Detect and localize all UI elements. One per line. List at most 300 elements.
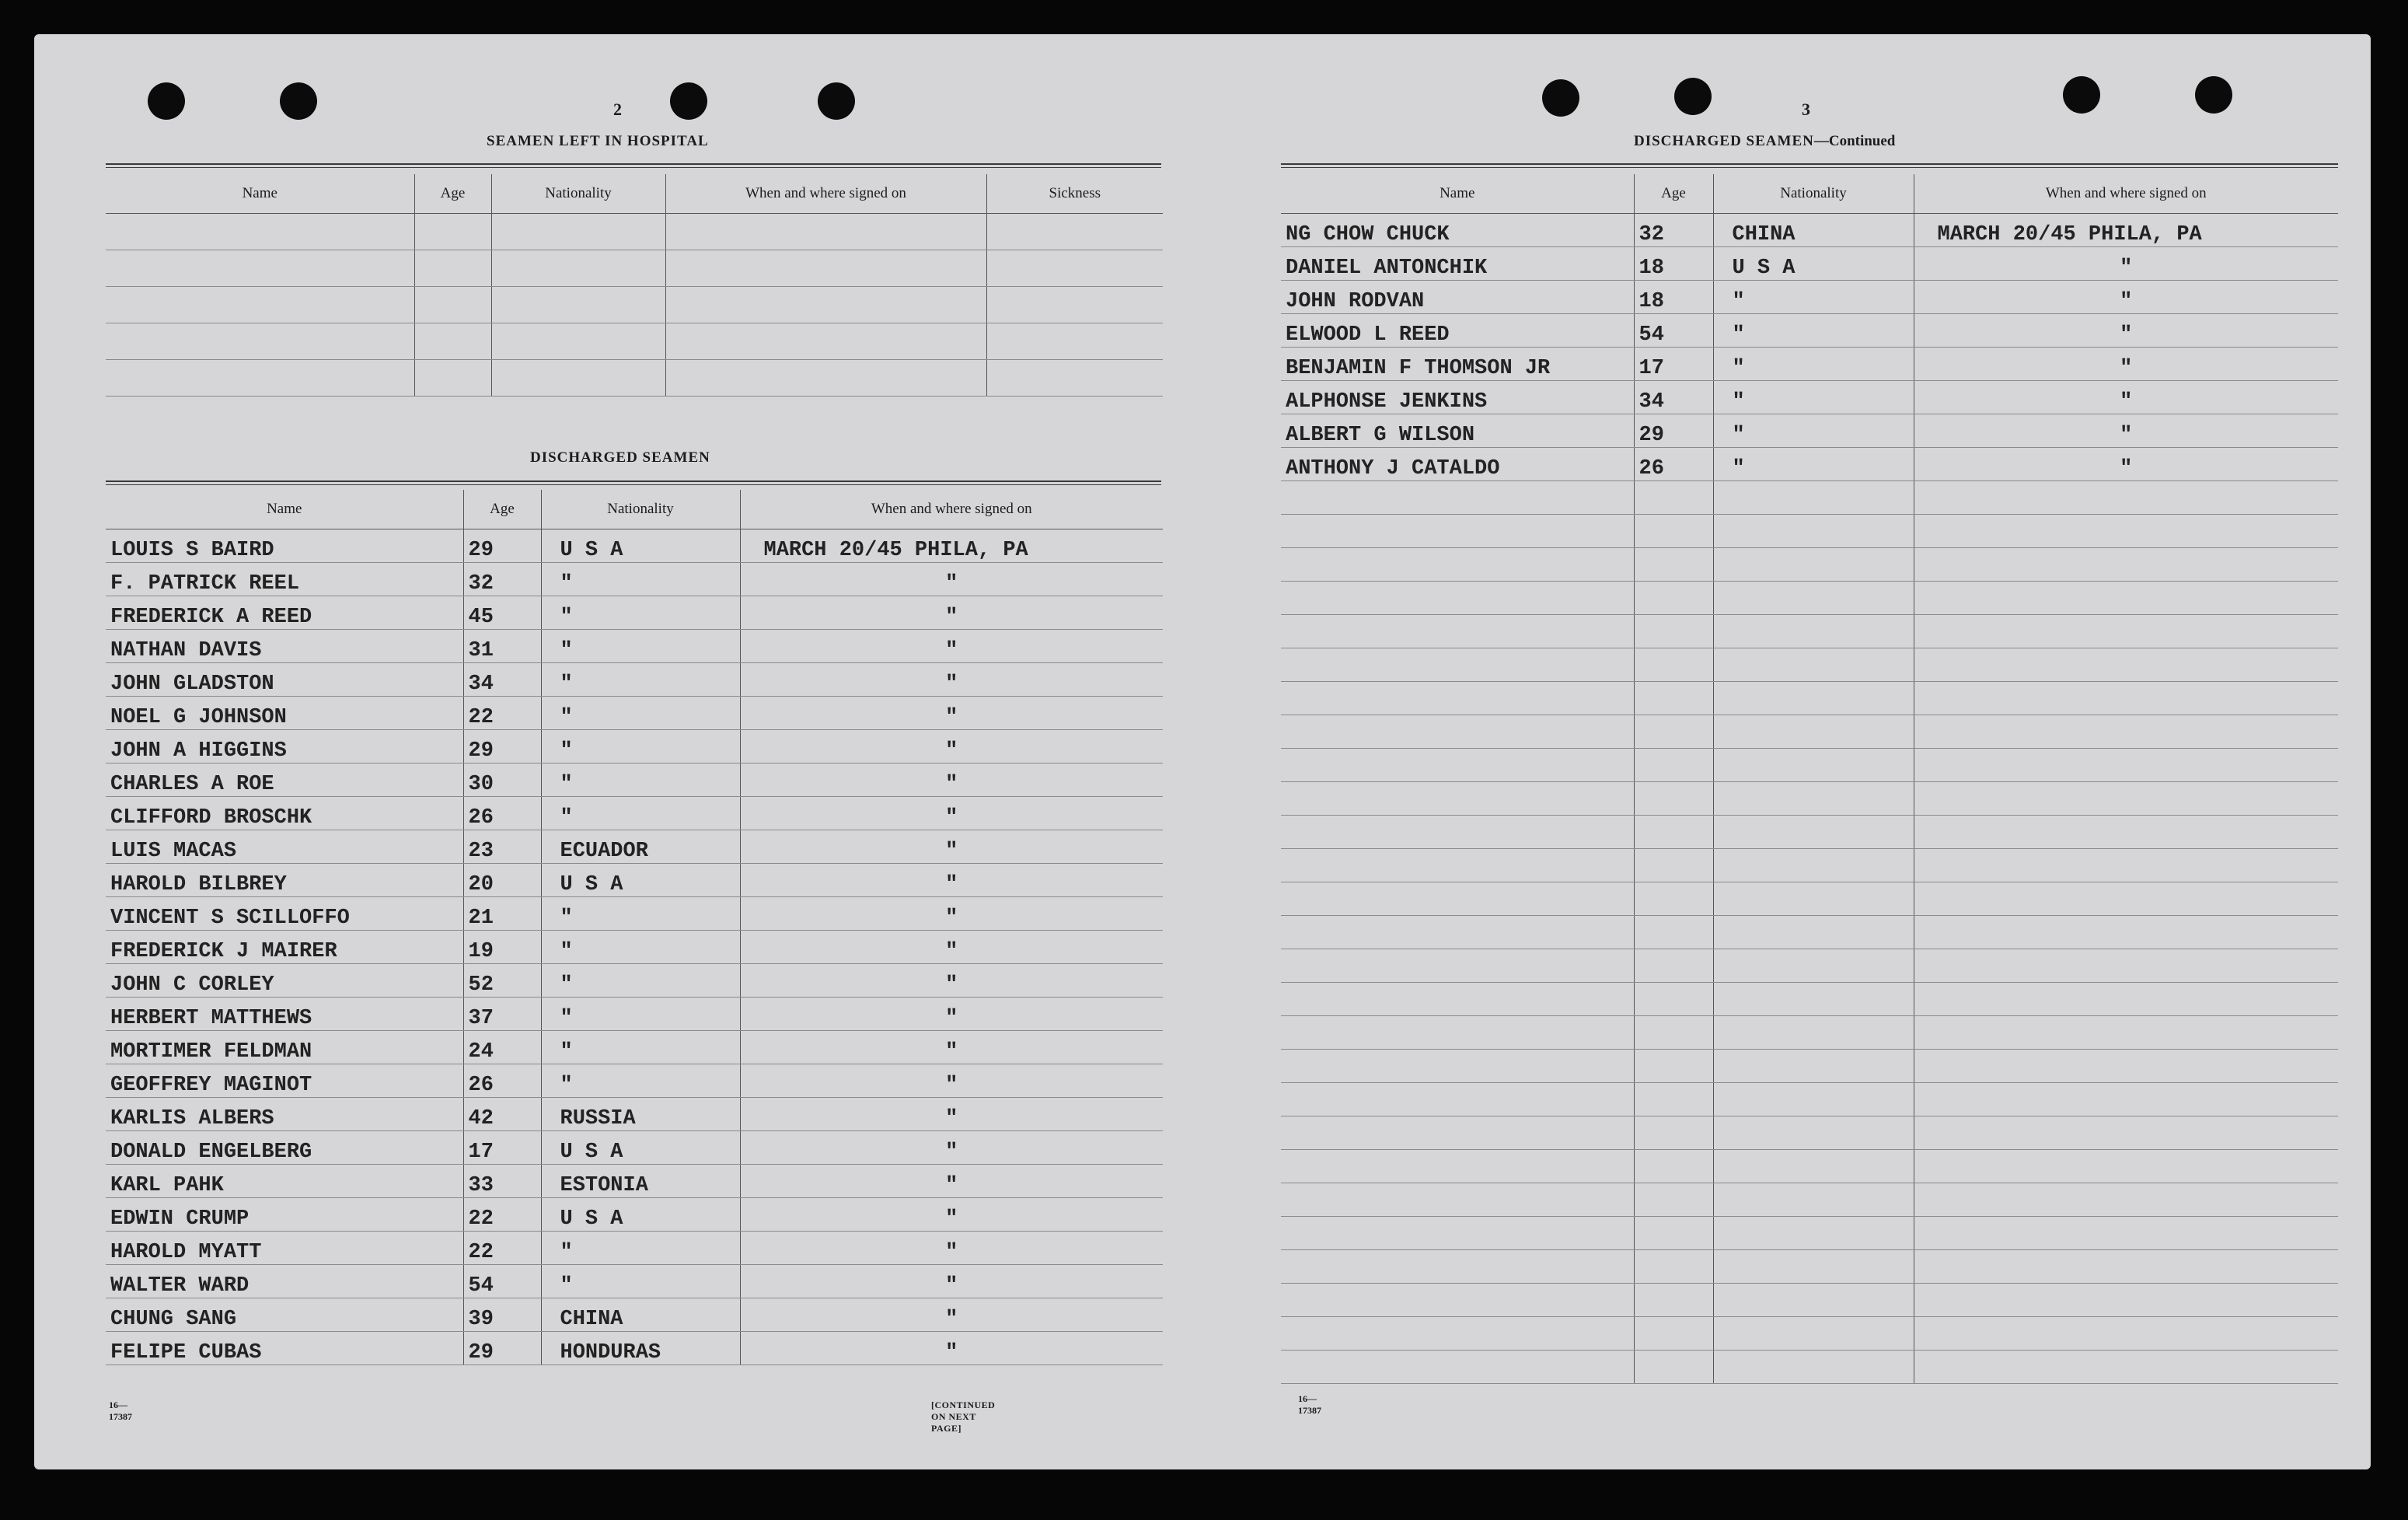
seaman-age: 17	[1634, 348, 1713, 381]
empty-cell	[1281, 1284, 1634, 1317]
seaman-name: MORTIMER FELDMAN	[106, 1031, 463, 1064]
empty-cell	[1634, 715, 1713, 749]
seaman-signed-on: MARCH 20/45 PHILA, PA	[740, 529, 1163, 563]
empty-cell	[1713, 1317, 1914, 1351]
seaman-name: NOEL G JOHNSON	[106, 697, 463, 730]
empty-cell	[1713, 849, 1914, 882]
empty-cell	[1713, 1083, 1914, 1116]
seaman-name: JOHN C CORLEY	[106, 964, 463, 998]
empty-cell	[1914, 749, 2338, 782]
empty-cell	[1634, 816, 1713, 849]
seaman-age: 42	[463, 1098, 541, 1131]
seaman-nationality: "	[541, 630, 740, 663]
table-row	[106, 250, 1163, 287]
seaman-nationality: "	[1713, 414, 1914, 448]
punch-hole	[670, 82, 707, 120]
seaman-nationality: "	[1713, 348, 1914, 381]
title-rule	[106, 480, 1161, 485]
table-row	[1281, 348, 2338, 381]
seaman-age: 45	[463, 596, 541, 630]
seaman-name: FELIPE CUBAS	[106, 1332, 463, 1365]
seaman-nationality: U S A	[1713, 247, 1914, 281]
empty-cell	[1713, 615, 1914, 648]
title-suffix: —Continued	[1813, 133, 1896, 149]
header-age: Age	[1634, 174, 1713, 214]
seaman-age: 34	[1634, 381, 1713, 414]
seaman-signed-on: "	[740, 931, 1163, 964]
table-row	[1281, 1183, 2338, 1217]
table-row	[106, 596, 1163, 630]
seaman-signed-on: "	[740, 697, 1163, 730]
empty-cell	[1281, 882, 1634, 916]
seaman-signed-on: "	[1914, 247, 2338, 281]
seaman-nationality: U S A	[541, 1131, 740, 1165]
table-row	[106, 323, 1163, 360]
seaman-age: 21	[463, 897, 541, 931]
seaman-age: 32	[1634, 214, 1713, 247]
seaman-age: 29	[463, 1332, 541, 1365]
empty-cell	[1281, 1351, 1634, 1384]
seaman-nationality: "	[541, 1232, 740, 1265]
table-row	[106, 1131, 1163, 1165]
seaman-age: 22	[463, 697, 541, 730]
empty-cell	[1914, 1217, 2338, 1250]
seaman-signed-on: "	[740, 630, 1163, 663]
punch-hole	[148, 82, 185, 120]
seaman-age: 17	[463, 1131, 541, 1165]
seaman-name: NG CHOW CHUCK	[1281, 214, 1634, 247]
table-row	[1281, 882, 2338, 916]
empty-cell	[1713, 749, 1914, 782]
empty-cell	[1281, 782, 1634, 816]
header-nationality: Nationality	[541, 490, 740, 529]
hospital-table	[106, 174, 1163, 397]
empty-cell	[1713, 648, 1914, 682]
continued-note: [CONTINUED ON NEXT PAGE]	[931, 1399, 996, 1434]
empty-cell	[1914, 916, 2338, 949]
seaman-nationality: "	[541, 697, 740, 730]
seaman-nationality: HONDURAS	[541, 1332, 740, 1365]
seaman-nationality: "	[541, 897, 740, 931]
empty-cell	[1634, 782, 1713, 816]
empty-cell	[1634, 481, 1713, 515]
empty-cell	[1914, 682, 2338, 715]
empty-cell	[1914, 1284, 2338, 1317]
table-row	[106, 897, 1163, 931]
seaman-nationality: "	[1713, 448, 1914, 481]
table-row	[106, 1165, 1163, 1198]
empty-cell	[1914, 882, 2338, 916]
seaman-age: 18	[1634, 247, 1713, 281]
table-row	[1281, 448, 2338, 481]
empty-cell	[1281, 615, 1634, 648]
table-row	[1281, 1317, 2338, 1351]
empty-cell	[1914, 983, 2338, 1016]
empty-cell	[1914, 582, 2338, 615]
table-row	[106, 697, 1163, 730]
empty-cell	[1281, 1217, 1634, 1250]
punch-hole	[818, 82, 855, 120]
seaman-nationality: "	[541, 763, 740, 797]
empty-cell	[1281, 582, 1634, 615]
title-rule	[106, 163, 1161, 168]
discharged-continued-title	[1634, 133, 1895, 150]
empty-cell	[1634, 916, 1713, 949]
empty-cell	[1914, 1150, 2338, 1183]
table-row	[106, 287, 1163, 323]
table-row	[106, 964, 1163, 998]
table-row	[106, 797, 1163, 830]
empty-cell	[1281, 648, 1634, 682]
seaman-signed-on: "	[740, 1198, 1163, 1232]
table-row	[1281, 782, 2338, 816]
empty-cell	[1281, 1150, 1634, 1183]
punch-hole	[2063, 76, 2100, 114]
seaman-signed-on: "	[740, 763, 1163, 797]
empty-cell	[1281, 949, 1634, 983]
empty-cell	[1281, 1250, 1634, 1284]
empty-cell	[1713, 1183, 1914, 1217]
seaman-name: LUIS MACAS	[106, 830, 463, 864]
seaman-signed-on: MARCH 20/45 PHILA, PA	[1914, 214, 2338, 247]
table-row	[106, 998, 1163, 1031]
empty-cell	[1914, 1317, 2338, 1351]
seaman-name: KARLIS ALBERS	[106, 1098, 463, 1131]
seaman-age: 31	[463, 630, 541, 663]
seaman-name: WALTER WARD	[106, 1265, 463, 1298]
seaman-age: 37	[463, 998, 541, 1031]
seaman-nationality: "	[1713, 281, 1914, 314]
seaman-nationality: "	[541, 1064, 740, 1098]
seaman-name: JOHN RODVAN	[1281, 281, 1634, 314]
page-number: 3	[1802, 100, 1810, 119]
empty-cell	[1914, 1083, 2338, 1116]
header-signed-on: When and where signed on	[740, 490, 1163, 529]
seaman-signed-on: "	[1914, 414, 2338, 448]
seaman-age: 23	[463, 830, 541, 864]
empty-cell	[1281, 715, 1634, 749]
table-row	[1281, 1016, 2338, 1050]
seaman-name: JOHN GLADSTON	[106, 663, 463, 697]
seaman-signed-on: "	[740, 1332, 1163, 1365]
empty-cell	[1713, 582, 1914, 615]
table-row	[1281, 314, 2338, 348]
empty-cell	[1914, 615, 2338, 648]
empty-cell	[1713, 1284, 1914, 1317]
empty-cell	[1914, 648, 2338, 682]
seaman-signed-on: "	[740, 897, 1163, 931]
seaman-nationality: "	[541, 797, 740, 830]
empty-cell	[1914, 1183, 2338, 1217]
table-row	[106, 563, 1163, 596]
empty-cell	[1281, 1183, 1634, 1217]
punch-hole	[2195, 76, 2232, 114]
seaman-age: 33	[463, 1165, 541, 1198]
seaman-name: ALPHONSE JENKINS	[1281, 381, 1634, 414]
table-row	[1281, 1083, 2338, 1116]
empty-cell	[1634, 1183, 1713, 1217]
table-row	[1281, 582, 2338, 615]
seaman-age: 39	[463, 1298, 541, 1332]
table-row	[106, 864, 1163, 897]
seaman-signed-on: "	[1914, 381, 2338, 414]
empty-cell	[1713, 916, 1914, 949]
document-sheet	[34, 34, 2371, 1469]
empty-cell	[1914, 1116, 2338, 1150]
seaman-name: LOUIS S BAIRD	[106, 529, 463, 563]
seaman-nationality: U S A	[541, 1198, 740, 1232]
seaman-nationality: U S A	[541, 864, 740, 897]
empty-cell	[1281, 983, 1634, 1016]
discharged-continued-table	[1281, 174, 2338, 1384]
seaman-name: JOHN A HIGGINS	[106, 730, 463, 763]
seaman-age: 30	[463, 763, 541, 797]
seaman-name: CHUNG SANG	[106, 1298, 463, 1332]
seaman-signed-on: "	[740, 1265, 1163, 1298]
empty-cell	[1281, 849, 1634, 882]
table-row	[106, 529, 1163, 563]
seaman-age: 54	[463, 1265, 541, 1298]
header-signed-on: When and where signed on	[1914, 174, 2338, 214]
empty-cell	[1914, 1250, 2338, 1284]
seaman-name: HAROLD MYATT	[106, 1232, 463, 1265]
table-row	[106, 663, 1163, 697]
empty-cell	[1634, 648, 1713, 682]
table-row	[1281, 949, 2338, 983]
empty-cell	[1914, 1016, 2338, 1050]
form-number: 16—17387	[1298, 1393, 1321, 1416]
empty-cell	[1281, 1083, 1634, 1116]
empty-cell	[1281, 1016, 1634, 1050]
table-row	[106, 1198, 1163, 1232]
seaman-nationality: "	[541, 730, 740, 763]
seaman-age: 19	[463, 931, 541, 964]
empty-cell	[1713, 882, 1914, 916]
empty-cell	[1634, 548, 1713, 582]
seaman-nationality: "	[541, 596, 740, 630]
empty-cell	[1713, 1250, 1914, 1284]
empty-cell	[1713, 481, 1914, 515]
seaman-nationality: RUSSIA	[541, 1098, 740, 1131]
table-row	[1281, 247, 2338, 281]
seaman-age: 24	[463, 1031, 541, 1064]
seaman-nationality: ECUADOR	[541, 830, 740, 864]
seaman-name: F. PATRICK REEL	[106, 563, 463, 596]
header-name: Name	[106, 174, 414, 214]
table-row	[106, 1232, 1163, 1265]
seaman-age: 26	[1634, 448, 1713, 481]
empty-cell	[1914, 816, 2338, 849]
empty-cell	[1914, 481, 2338, 515]
empty-cell	[1281, 548, 1634, 582]
table-row	[106, 730, 1163, 763]
seaman-signed-on: "	[740, 596, 1163, 630]
seaman-age: 34	[463, 663, 541, 697]
seaman-age: 26	[463, 1064, 541, 1098]
seaman-age: 22	[463, 1198, 541, 1232]
empty-cell	[1281, 1116, 1634, 1150]
seaman-nationality: ESTONIA	[541, 1165, 740, 1198]
seaman-nationality: "	[541, 1265, 740, 1298]
seaman-nationality: "	[541, 931, 740, 964]
seaman-age: 29	[463, 529, 541, 563]
seaman-signed-on: "	[740, 1165, 1163, 1198]
table-row	[106, 830, 1163, 864]
empty-cell	[1713, 1016, 1914, 1050]
table-row	[1281, 1116, 2338, 1150]
header-signed-on: When and where signed on	[665, 174, 986, 214]
seaman-nationality: "	[541, 1031, 740, 1064]
empty-cell	[1634, 1250, 1713, 1284]
empty-cell	[1634, 1050, 1713, 1083]
seaman-name: NATHAN DAVIS	[106, 630, 463, 663]
empty-cell	[1713, 816, 1914, 849]
table-row	[1281, 1284, 2338, 1317]
seaman-signed-on: "	[1914, 448, 2338, 481]
punch-hole	[1674, 78, 1712, 115]
title-rule	[1281, 163, 2338, 168]
seaman-age: 54	[1634, 314, 1713, 348]
empty-cell	[1713, 782, 1914, 816]
table-row	[106, 1265, 1163, 1298]
seaman-signed-on: "	[740, 1098, 1163, 1131]
table-row	[1281, 983, 2338, 1016]
empty-cell	[1914, 1050, 2338, 1083]
header-nationality: Nationality	[491, 174, 665, 214]
seaman-age: 29	[1634, 414, 1713, 448]
table-row	[106, 360, 1163, 397]
empty-cell	[1634, 849, 1713, 882]
seaman-name: HERBERT MATTHEWS	[106, 998, 463, 1031]
discharged-section-title: DISCHARGED SEAMEN	[530, 449, 710, 466]
table-row	[1281, 515, 2338, 548]
seaman-nationality: "	[541, 998, 740, 1031]
empty-cell	[1281, 515, 1634, 548]
table-row	[1281, 916, 2338, 949]
title-main: DISCHARGED SEAMEN	[1634, 133, 1814, 149]
seaman-age: 29	[463, 730, 541, 763]
seaman-nationality: CHINA	[1713, 214, 1914, 247]
seaman-nationality: "	[1713, 314, 1914, 348]
empty-cell	[1914, 515, 2338, 548]
seaman-name: KARL PAHK	[106, 1165, 463, 1198]
empty-cell	[1713, 715, 1914, 749]
table-row	[106, 630, 1163, 663]
empty-cell	[1634, 1083, 1713, 1116]
form-number: 16—17387	[109, 1399, 132, 1422]
seaman-signed-on: "	[1914, 348, 2338, 381]
seaman-name: DANIEL ANTONCHIK	[1281, 247, 1634, 281]
empty-cell	[1634, 882, 1713, 916]
header-age: Age	[414, 174, 491, 214]
table-row	[1281, 414, 2338, 448]
empty-cell	[1713, 983, 1914, 1016]
header-sickness: Sickness	[986, 174, 1163, 214]
empty-cell	[1634, 1217, 1713, 1250]
seaman-name: CHARLES A ROE	[106, 763, 463, 797]
seaman-signed-on: "	[740, 864, 1163, 897]
empty-cell	[1634, 582, 1713, 615]
table-row	[1281, 1351, 2338, 1384]
empty-cell	[1914, 548, 2338, 582]
empty-cell	[1713, 682, 1914, 715]
empty-cell	[1634, 749, 1713, 782]
empty-cell	[1634, 1351, 1713, 1384]
seaman-nationality: "	[541, 663, 740, 697]
seaman-name: FREDERICK A REED	[106, 596, 463, 630]
punch-hole	[280, 82, 317, 120]
table-row	[106, 1098, 1163, 1131]
empty-cell	[1914, 1351, 2338, 1384]
seaman-name: EDWIN CRUMP	[106, 1198, 463, 1232]
seaman-signed-on: "	[740, 730, 1163, 763]
header-nationality: Nationality	[1713, 174, 1914, 214]
empty-cell	[1713, 1217, 1914, 1250]
empty-cell	[1634, 983, 1713, 1016]
seaman-nationality: CHINA	[541, 1298, 740, 1332]
seaman-name: ALBERT G WILSON	[1281, 414, 1634, 448]
seaman-signed-on: "	[740, 1131, 1163, 1165]
seaman-signed-on: "	[740, 563, 1163, 596]
empty-cell	[1281, 1050, 1634, 1083]
empty-cell	[1281, 481, 1634, 515]
page-number: 2	[613, 100, 622, 119]
table-row	[1281, 1250, 2338, 1284]
table-row	[106, 214, 1163, 250]
empty-cell	[1634, 1150, 1713, 1183]
seaman-name: VINCENT S SCILLOFFO	[106, 897, 463, 931]
seaman-name: FREDERICK J MAIRER	[106, 931, 463, 964]
seaman-signed-on: "	[1914, 314, 2338, 348]
empty-cell	[1634, 1016, 1713, 1050]
empty-cell	[1713, 1150, 1914, 1183]
seaman-signed-on: "	[740, 663, 1163, 697]
seaman-age: 26	[463, 797, 541, 830]
seaman-name: GEOFFREY MAGINOT	[106, 1064, 463, 1098]
seaman-age: 52	[463, 964, 541, 998]
empty-cell	[1713, 1050, 1914, 1083]
empty-cell	[1713, 1351, 1914, 1384]
table-row	[1281, 1217, 2338, 1250]
table-row	[1281, 281, 2338, 314]
table-row	[1281, 816, 2338, 849]
seaman-age: 18	[1634, 281, 1713, 314]
seaman-signed-on: "	[740, 830, 1163, 864]
header-age: Age	[463, 490, 541, 529]
seaman-name: DONALD ENGELBERG	[106, 1131, 463, 1165]
header-name: Name	[1281, 174, 1634, 214]
table-row	[1281, 682, 2338, 715]
seaman-signed-on: "	[740, 1232, 1163, 1265]
seaman-signed-on: "	[1914, 281, 2338, 314]
empty-cell	[1713, 548, 1914, 582]
header-name: Name	[106, 490, 463, 529]
table-row	[1281, 548, 2338, 582]
empty-cell	[1914, 715, 2338, 749]
seaman-name: HAROLD BILBREY	[106, 864, 463, 897]
empty-cell	[1634, 1116, 1713, 1150]
table-row	[106, 931, 1163, 964]
seaman-age: 22	[463, 1232, 541, 1265]
table-row	[1281, 381, 2338, 414]
empty-cell	[1634, 515, 1713, 548]
seaman-signed-on: "	[740, 964, 1163, 998]
seaman-name: ELWOOD L REED	[1281, 314, 1634, 348]
seaman-nationality: "	[541, 563, 740, 596]
table-row	[1281, 481, 2338, 515]
seaman-signed-on: "	[740, 998, 1163, 1031]
seaman-name: BENJAMIN F THOMSON JR	[1281, 348, 1634, 381]
